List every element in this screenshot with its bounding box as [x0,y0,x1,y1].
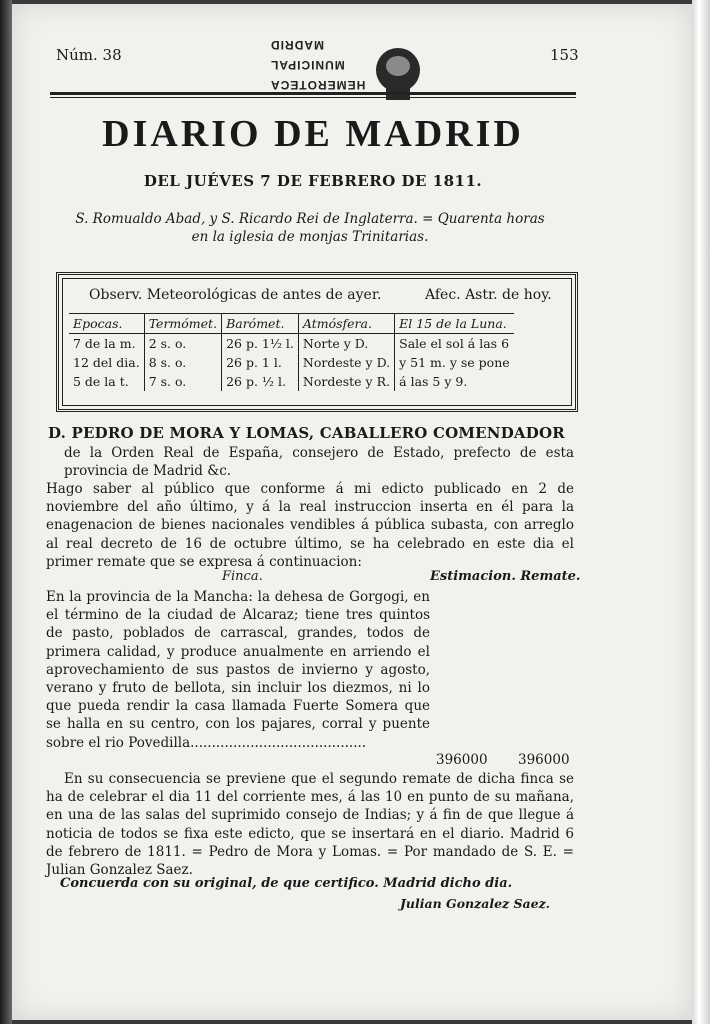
saints-of-the-day [60,210,560,246]
edict-closing: En su consecuencia se previene que el segundo remate de dicha finca se ha de celebrar el dia 11 del corriente mes, á las 10 en punto de su mañana, en una de las salas del suprimido consejo de Indias; y á fin de que llegue á noticia de todos se fixa este edicto, que se insertará en el diario. Madrid 6 de febrero de 1811. = Pedro de Mora y Lomas. = Por mandado de S. E. = Julian Gonzalez Saez. [46,771,574,879]
certification-line: Concuerda con su original, de que certifico. Madrid dicho dia. [60,876,513,891]
col-atmosfera: Atmósfera. [298,314,394,334]
saints-line-2: en la iglesia de monjas Trinitarias. [191,229,429,245]
stamp-text-municipal: MUNICIPAL [270,58,345,72]
table-cell: 7 s. o. [144,372,221,391]
estimacion-amount: 396000 [436,752,488,768]
issue-date: DEL JUÉVES 7 DE FEBRERO DE 1811. [143,172,483,190]
table-cell: Norte y D. [298,334,394,354]
stamp-text-hemeroteca: HEMEROTECA [270,78,366,92]
table-cell: 5 de la t. [73,374,129,389]
finca-description: En la provincia de la Mancha: la dehesa de Gorgogi, en el término de la ciudad de Alcaraz; tiene tres quintos de pasto, poblados de carrascal, grandes, todos de primera calidad, y produce anualmente en arriendo el aprovechamiento de sus pastos de invierno y agosto, verano y fruto de bellota, sin incluir los diezmos, ni lo que pueda rendir la casa llamada Fuerte Somera que se halla en su centro, con los pajares, corral y puente sobre el rio Povedilla......................................... [46,589,430,751]
col-finca-label: Finca. [222,569,263,584]
table-cell: 26 p. ½ l. [222,372,299,391]
table-cell: 26 p. 1 l. [222,353,299,372]
meteorological-box [56,272,578,412]
edict-intro: Hago saber al público que conforme á mi edicto publicado en 2 de noviembre del año último, y á la real instruccion inserta en él para la enagenacion de bienes nacionales vendibles á pública subasta, con arreglo al real decreto de 16 de octubre último, se ha celebrado en este dia el primer remate que se expresa á continuacion: [46,481,574,570]
col-barometro: Barómet. [222,314,299,334]
col-epocas: Epocas. [69,314,144,334]
table-row [69,334,514,354]
table-cell: y 51 m. y se pone [395,353,514,372]
saints-line-1: S. Romualdo Abad, y S. Ricardo Rei de Inglaterra. = Quarenta horas [75,211,545,227]
table-cell: 26 p. 1½ l. [222,334,299,354]
issue-number: Núm. 38 [56,46,122,64]
meteo-title: Observ. Meteorológicas de antes de ayer. [89,287,382,303]
signature: Julian Gonzalez Saez. [400,896,551,911]
table-cell: Nordeste y R. [298,372,394,391]
col-termometro: Termómet. [144,314,221,334]
table-row [69,353,514,372]
table-cell: 7 de la m. [73,336,136,351]
remate-amount: 396000 [518,752,570,768]
meteo-header-row [69,314,514,334]
table-cell: 12 del dia. [73,355,140,370]
newspaper-title: DIARIO DE MADRID [102,113,524,155]
astro-title: Afec. Astr. de hoy. [425,287,552,303]
book-binding-edge [0,0,12,1024]
table-cell: Sale el sol á las 6 [395,334,514,354]
table-cell: Nordeste y D. [298,353,394,372]
col-luna: El 15 de la Luna. [395,314,514,334]
table-cell: 2 s. o. [144,334,221,354]
edict-heading: D. PEDRO DE MORA Y LOMAS, CABALLERO COMENDADOR [48,424,565,442]
edict-subheading: de la Orden Real de España, consejero de Estado, prefecto de esta provincia de Madrid &c. [64,445,574,480]
page-number: 153 [550,46,579,64]
table-cell: á las 5 y 9. [395,372,514,391]
header-rule [50,92,576,98]
col-estimacion-label: Estimacion. Remate. [430,569,581,584]
table-cell: 8 s. o. [144,353,221,372]
meteo-frame [62,278,572,406]
stamp-text-madrid: MADRID [270,38,324,52]
table-row [69,372,514,391]
page-stack-edge [692,0,710,1024]
meteo-table [69,313,514,391]
